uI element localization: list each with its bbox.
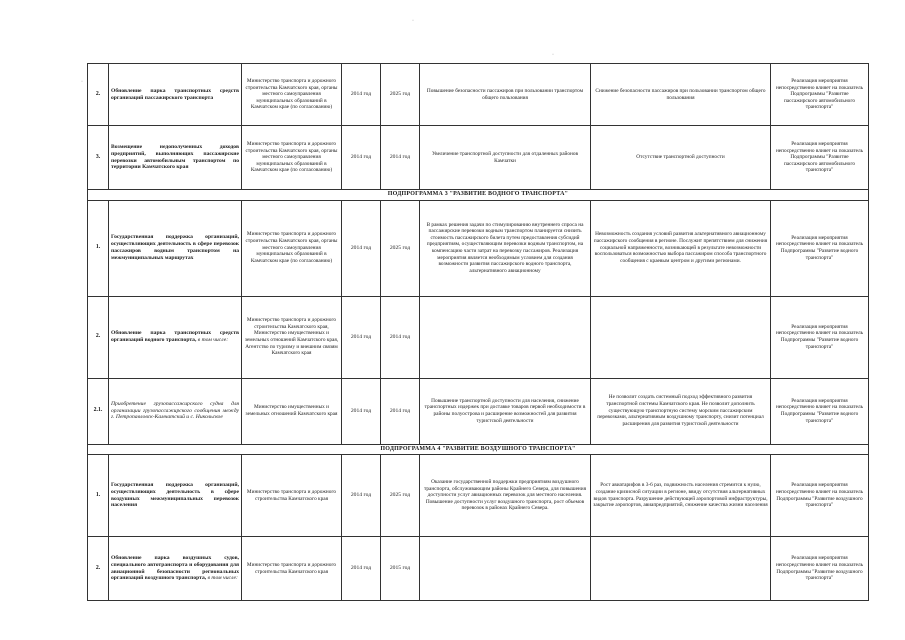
start-year: 2014 год (342, 455, 381, 537)
responsible-executor: Министерство транспорта и дорожного строительства Камчатского края (242, 537, 342, 601)
responsible-executor: Министерство транспорта и дорожного строительства Камчатского края, Министерство имущественных и земельных отношений Камчатского края, Агентство по туризму и внешним связям Камчатского края (242, 296, 342, 378)
start-year: 2014 год (342, 537, 381, 601)
indicator-link: Реализация мероприятия непосредственно влияет на показатель Подпрограммы "Развитие водного транспорта" (771, 200, 869, 296)
row-number: 1. (88, 455, 109, 537)
subprogram-header-row (88, 190, 869, 201)
row-number: 2. (88, 537, 109, 601)
non-implementation-consequences: Рост авиатарифов в 3-6 раз, подвижность населения стремится к нулю, создание кризисной ситуации в регионе, ввиду отсутствия альтернативных видов транспорта. Разрушение действующей аэропортовой инфраструктуры, закрытие аэропортов, авиапредприятий, снижение качества жизни населения (591, 455, 771, 537)
measure-name (109, 126, 242, 190)
expected-result: Повышение безопасности пассажиров при пользовании транспортом общего пользования (420, 64, 591, 126)
end-year: 2025 год (381, 64, 420, 126)
indicator-link: Реализация мероприятия непосредственно влияет на показатель Подпрограммы "Развитие водного транспорта" (771, 378, 869, 444)
subprogram-title: ПОДПРОГРАММА 4 "РАЗВИТИЕ ВОЗДУШНОГО ТРАНСПОРТА" (88, 444, 869, 455)
scan-speck: · (412, 18, 414, 24)
responsible-executor: Министерство транспорта и дорожного строительства Камчатского края, органы местного самоуправления муниципальных образований в Камчатском крае (по согласованию) (242, 126, 342, 190)
measure-row (88, 378, 869, 444)
measure-name-text: Обновление парка транспортных средств организаций пассажирского транспорта (111, 87, 239, 101)
end-year: 2014 год (381, 126, 420, 190)
row-number: 2.1. (88, 378, 109, 444)
start-year: 2014 год (342, 200, 381, 296)
indicator-link: Реализация мероприятия непосредственно влияет на показатель Подпрограммы "Развитие пассажирского автомобильного транспорта" (771, 126, 869, 190)
scan-speck: · (81, 79, 83, 85)
measure-name-note: в том числе: (207, 575, 238, 582)
responsible-executor: Министерство имущественных и земельных отношений Камчатского края (242, 378, 342, 444)
end-year: 2014 год (381, 296, 420, 378)
row-number: 2. (88, 296, 109, 378)
measure-row (88, 126, 869, 190)
measure-row (88, 64, 869, 126)
measures-table (87, 63, 869, 601)
non-implementation-consequences: Отсутствие транспортной доступности (591, 126, 771, 190)
expected-result: Увеличение транспортной доступности для отдаленных районов Камчатки (420, 126, 591, 190)
measure-name (109, 200, 242, 296)
measure-name-text: Приобретение грузопассажирского судна для организации грузопассажирского сообщения между г. Петропавловск-Камчатский и с. Никольское (111, 400, 239, 421)
measure-name-text: Возмещение недополученных доходов предприятий, выполняющих пассажирские перевозки автомобильным транспортом по территории Камчатского края (111, 143, 239, 171)
indicator-link: Реализация мероприятия непосредственно влияет на показатель Подпрограммы "Развитие воздушного транспорта" (771, 537, 869, 601)
measures-table-page (87, 63, 868, 601)
measure-name-note: в том числе: (197, 337, 229, 343)
measure-row (88, 296, 869, 378)
responsible-executor: Министерство транспорта и дорожного строительства Камчатского края (242, 455, 342, 537)
measure-name-text: Государственная поддержка организаций, осуществляющих деятельность в сфере перевозок пассажиров водным транспортом на межмуниципальных маршрутах (111, 234, 239, 261)
non-implementation-consequences: Снижение безопасности пассажиров при пользовании транспортом общего пользования (591, 64, 771, 126)
scan-speck: · (552, 52, 554, 58)
start-year: 2014 год (342, 126, 381, 190)
subprogram-header-row (88, 444, 869, 455)
measure-name (109, 296, 242, 378)
indicator-link: Реализация мероприятия непосредственно влияет на показатель Подпрограммы "Развитие пассажирского автомобильного транспорта" (771, 64, 869, 126)
end-year: 2014 год (381, 378, 420, 444)
row-number: 2. (88, 64, 109, 126)
start-year: 2014 год (342, 64, 381, 126)
measure-row (88, 455, 869, 537)
responsible-executor: Министерство транспорта и дорожного строительства Камчатского края, органы местного самоуправления муниципальных образований в Камчатском крае (по согласованию) (242, 64, 342, 126)
measure-name-text: Обновление парка транспортных средств организаций водного транспорта, (111, 330, 239, 343)
start-year: 2014 год (342, 296, 381, 378)
measure-row (88, 200, 869, 296)
row-number: 3. (88, 126, 109, 190)
measure-name-text: Государственная поддержка организаций, осуществляющих деятельность в сфере воздушных межмуниципальных перевозок населения (111, 481, 239, 509)
expected-result: В рамках решения задачи по стимулированию внутреннего спроса на пассажирские перевозки водным транспортом планируется снизить стоимость пассажирского билета путем предоставления субсидий предприятиям, осуществляющим перевозки водным транспортом, на компенсацию части затрат на перевозку пассажиров. Реализация мероприятия является необходимым условием для создания возможности развития пассажирского водного транспорта, альтернативного авиационному (420, 200, 591, 296)
row-number: 1. (88, 200, 109, 296)
non-implementation-consequences (591, 296, 771, 378)
measure-name (109, 537, 242, 601)
non-implementation-consequences: Не позволит создать системный подход эффективного развития транспортной системы Камчатского края. Не позволит дополнить существующую транспортную систему морским пассажирским перевозками, альтернативным воздушному транспорту, снизит потенциал расширения для развития туристской деятельности (591, 378, 771, 444)
measure-row (88, 537, 869, 601)
subprogram-title: ПОДПРОГРАММА 3 "РАЗВИТИЕ ВОДНОГО ТРАНСПОРТА" (88, 190, 869, 201)
measure-name (109, 64, 242, 126)
indicator-link: Реализация мероприятия непосредственно влияет на показатель Подпрограммы "Развитие воздушного транспорта" (771, 455, 869, 537)
start-year: 2014 год (342, 378, 381, 444)
expected-result: Оказание государственной поддержки предприятиям воздушного транспорта, обслуживающим районы Крайнего Севера, для повышения доступности услуг авиационных перевозок для местного населения. Повышение доступности услуг воздушного транспорта, рост объемов перевозок в районах Крайнего Севера. (420, 455, 591, 537)
indicator-link: Реализация мероприятия непосредственно влияет на показатель Подпрограммы "Развитие водного транспорта" (771, 296, 869, 378)
expected-result: Повышение транспортной доступности для населения, снижение транспортных издержек при доставке товаров первой необходимости в районы полуострова и расширение возможностей для развития туристской деятельности (420, 378, 591, 444)
non-implementation-consequences: Невозможность создания условий развития альтернативного авиационному пассажирского сообщения в регионе. Послужит препятствием для снижения социальной напряженности, возникающей в результате невозможности воспользоваться возможностью выбора пассажиром способа транспортного сообщения с краевым центром и другими регионами. (591, 200, 771, 296)
non-implementation-consequences (591, 537, 771, 601)
expected-result (420, 296, 591, 378)
end-year: 2025 год (381, 200, 420, 296)
measure-name (109, 378, 242, 444)
measure-name (109, 455, 242, 537)
end-year: 2015 год (381, 537, 420, 601)
end-year: 2025 год (381, 455, 420, 537)
responsible-executor: Министерство транспорта и дорожного строительства Камчатского края, органы местного самоуправления муниципальных образований в Камчатском крае (по согласованию) (242, 200, 342, 296)
measure-name-text: Обновление парка воздушных судов, специального автотранспорта и оборудования для авиационной безопасности региональных организаций воздушного транспорта, (111, 554, 239, 582)
expected-result (420, 537, 591, 601)
